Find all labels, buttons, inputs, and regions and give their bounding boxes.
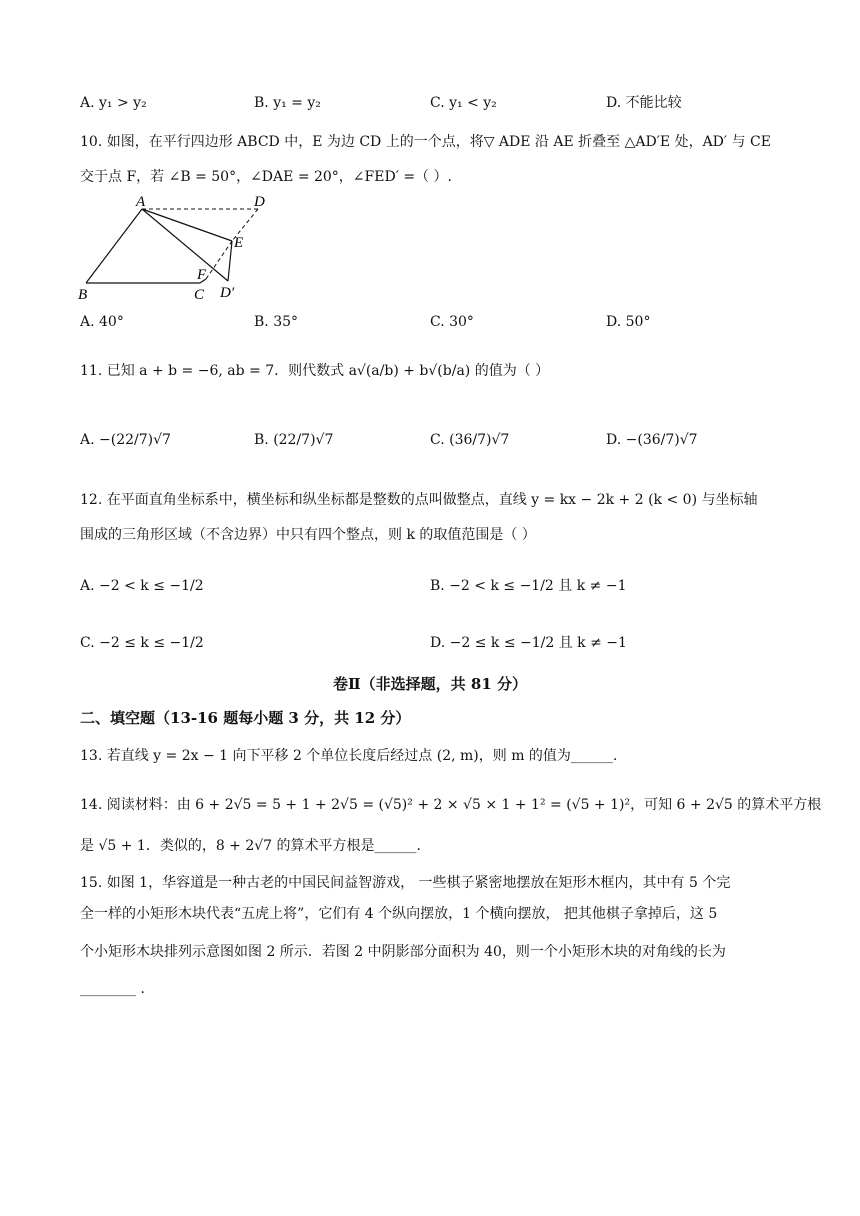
label-d-prime: D′: [220, 285, 235, 301]
q14-stem-line2: 是 √5 + 1．类似的，8 + 2√7 的算术平方根是______.: [80, 838, 421, 854]
q9-option-a[interactable]: A. y₁ > y₂: [80, 95, 147, 111]
q12-option-a[interactable]: A. −2 < k ≤ −1/2: [80, 578, 204, 594]
q11-option-c[interactable]: C. (36/7)√7: [430, 432, 510, 448]
q11-option-a[interactable]: A. −(22/7)√7: [80, 432, 171, 448]
q11-option-b[interactable]: B. (22/7)√7: [254, 432, 334, 448]
q10-figure: [74, 193, 274, 305]
q11-option-d[interactable]: D. −(36/7)√7: [606, 432, 698, 448]
q12-option-c[interactable]: C. −2 ≤ k ≤ −1/2: [80, 635, 204, 651]
q10-option-b[interactable]: B. 35°: [254, 314, 299, 330]
q10-option-a[interactable]: A. 40°: [80, 314, 124, 330]
q12-option-b[interactable]: B. −2 < k ≤ −1/2 且 k ≠ −1: [430, 578, 627, 594]
label-b: B: [78, 287, 88, 303]
label-d: D: [254, 194, 265, 210]
q14-stem-line1: 14. 阅读材料：由 6 + 2√5 = 5 + 1 + 2√5 = (√5)² + 2 × √5 × 1 + 1² = (√5 + 1)²，可知 6 + 2√5 的算术平方根: [80, 797, 822, 813]
label-c: C: [194, 287, 205, 303]
segment-ad-prime: [142, 209, 228, 281]
segment-ae: [142, 209, 232, 241]
q11-stem: 11. 已知 a + b = −6, ab = 7．则代数式 a√(a/b) + b√(b/a) 的值为（ ）: [80, 363, 550, 379]
part-title: 二、填空题（13-16 题每小题 3 分，共 12 分）: [80, 709, 411, 727]
q10-option-d[interactable]: D. 50°: [606, 314, 651, 330]
q12-stem-line2: 围成的三角形区域（不含边界）中只有四个整点，则 k 的取值范围是（ ）: [80, 527, 536, 543]
q15-line3: 个小矩形木块排列示意图如图 2 所示．若图 2 中阴影部分面积为 40，则一个小矩形木块的对角线的长为: [80, 944, 726, 960]
q15-line1: 15. 如图 1，华容道是一种古老的中国民间益智游戏， 一些棋子紧密地摆放在矩形木框内，其中有 5 个完: [80, 875, 731, 891]
q9-option-c[interactable]: C. y₁ < y₂: [430, 95, 497, 111]
q12-option-d[interactable]: D. −2 ≤ k ≤ −1/2 且 k ≠ −1: [430, 635, 627, 651]
label-f: F: [197, 267, 207, 283]
q15-line2: 全一样的小矩形木块代表“五虎上将”，它们有 4 个纵向摆放，1 个横向摆放， 把其他棋子拿掉后，这 5: [80, 906, 718, 922]
q9-option-d[interactable]: D. 不能比较: [606, 95, 682, 111]
q13-stem: 13. 若直线 y = 2x − 1 向下平移 2 个单位长度后经过点 (2, m)，则 m 的值为______.: [80, 748, 618, 764]
q10-option-c[interactable]: C. 30°: [430, 314, 474, 330]
segment-ed-prime: [228, 241, 232, 281]
q15-line4: ________ .: [80, 981, 145, 997]
q10-stem-line1: 10. 如图，在平行四边形 ABCD 中，E 为边 CD 上的一个点，将▽ ADE 沿 AE 折叠至 △AD′E 处，AD′ 与 CE: [80, 134, 771, 150]
volume-title: 卷Ⅱ（非选择题，共 81 分）: [333, 675, 527, 693]
segment-ab: [86, 209, 142, 283]
q9-option-b[interactable]: B. y₁ = y₂: [254, 95, 321, 111]
q12-stem-line1: 12. 在平面直角坐标系中，横坐标和纵坐标都是整数的点叫做整点，直线 y = kx − 2k + 2 (k < 0) 与坐标轴: [80, 492, 758, 508]
q10-stem-line2: 交于点 F，若 ∠B = 50°，∠DAE = 20°，∠FED′ =（ ）.: [80, 169, 452, 185]
label-a: A: [136, 194, 146, 210]
label-e: E: [234, 235, 244, 251]
